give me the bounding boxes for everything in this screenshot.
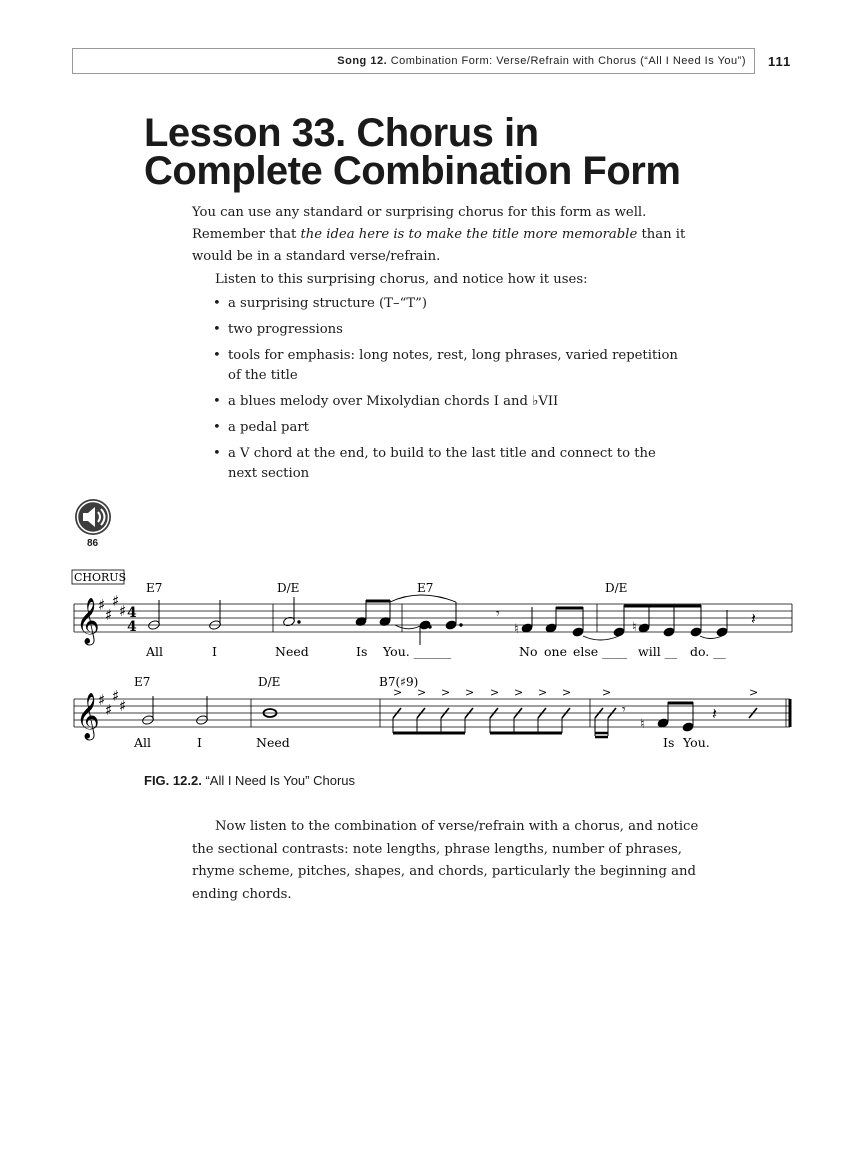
lyric: I bbox=[212, 644, 217, 659]
figure-label: FIG. 12.2. bbox=[144, 773, 202, 788]
svg-text:♯: ♯ bbox=[105, 606, 113, 624]
slash-stems bbox=[393, 718, 608, 737]
list-item: • two progressions bbox=[212, 320, 682, 340]
music-score bbox=[0, 560, 864, 770]
lyric: one bbox=[544, 644, 567, 659]
list-item: • a surprising structure (T–“T”) bbox=[212, 294, 682, 314]
lyric: I bbox=[197, 735, 202, 750]
svg-text:♯: ♯ bbox=[98, 691, 106, 709]
header-text bbox=[337, 55, 746, 67]
treble-clef: 𝄞 bbox=[76, 598, 100, 644]
svg-text:♯: ♯ bbox=[112, 592, 120, 610]
figure-caption-text: “All I Need Is You” Chorus bbox=[205, 773, 356, 788]
svg-text:♯: ♯ bbox=[98, 596, 106, 614]
track-number: 86 bbox=[87, 538, 99, 549]
svg-text:>: > bbox=[490, 686, 500, 699]
treble-clef: 𝄞 bbox=[76, 693, 100, 739]
lyric: Is bbox=[663, 735, 675, 750]
lyric: do. __ bbox=[690, 644, 726, 659]
svg-text:♯: ♯ bbox=[105, 701, 113, 719]
intro-text-after: than it would be in a standard verse/refrain. bbox=[192, 227, 686, 264]
list-item: • a V chord at the end, to build to the last title and connect to the next section bbox=[212, 444, 682, 484]
svg-text:>: > bbox=[514, 686, 524, 699]
lyric: Is bbox=[356, 644, 368, 659]
svg-text:>: > bbox=[538, 686, 548, 699]
notes-2b bbox=[657, 702, 694, 732]
list-item: • a blues melody over Mixolydian chords I and ♭VII bbox=[212, 392, 682, 412]
header-song-label: Song 12. bbox=[337, 55, 388, 67]
eighth-rest: 𝄾 bbox=[496, 606, 500, 622]
lyric: else ____ bbox=[573, 644, 628, 659]
quarter-rest: 𝄽 bbox=[712, 704, 717, 723]
svg-text:>: > bbox=[465, 686, 475, 699]
quarter-rest: 𝄽 bbox=[751, 609, 756, 628]
listen-paragraph: Listen to this surprising chorus, and notice how it uses: bbox=[215, 272, 588, 287]
notes-1 bbox=[148, 597, 301, 630]
lyric: All bbox=[146, 644, 164, 659]
lyric: All bbox=[134, 735, 152, 750]
lesson-title-line1: Lesson 33. Chorus in bbox=[144, 111, 539, 155]
chord-symbol: D/E bbox=[277, 581, 300, 595]
figure-caption bbox=[144, 773, 355, 788]
chord-symbol: E7 bbox=[134, 675, 151, 689]
eighth-rest: 𝄾 bbox=[622, 702, 626, 718]
intro-emphasis: the idea here is to make the title more memorable bbox=[300, 227, 638, 242]
lyric: You. ______ bbox=[383, 644, 452, 659]
svg-text:♯: ♯ bbox=[112, 687, 120, 705]
intro-text-before: You can use any standard or surprising chorus for this form as well. Remember that bbox=[192, 205, 647, 242]
chord-symbol: D/E bbox=[605, 581, 628, 595]
feature-list bbox=[212, 294, 682, 490]
outro-paragraph: Now listen to the combination of verse/refrain with a chorus, and notice the sectional contrasts: note lengths, phrase lengths, number of phrases, rhyme scheme, pitches, shapes, and chords, particularly the beginning and ending chords. bbox=[192, 819, 699, 902]
svg-text:♯: ♯ bbox=[119, 602, 127, 620]
lyric: You. bbox=[683, 735, 710, 750]
list-item: • a pedal part bbox=[212, 418, 682, 438]
time-sig-bottom: 4 bbox=[127, 619, 137, 635]
key-signature-1 bbox=[98, 592, 126, 624]
lyric: Need bbox=[275, 644, 309, 659]
natural-sign: ♮ bbox=[514, 622, 519, 637]
lyric: Need bbox=[256, 735, 290, 750]
svg-text:>: > bbox=[749, 686, 759, 699]
lyric: will __ bbox=[638, 644, 678, 659]
speaker-icon[interactable] bbox=[74, 498, 112, 536]
key-signature-2 bbox=[98, 687, 126, 719]
lesson-title bbox=[144, 111, 784, 193]
notes-2 bbox=[142, 696, 277, 725]
chord-symbol: B7(♯9) bbox=[379, 675, 419, 689]
lyric: No bbox=[519, 644, 538, 659]
list-item: • tools for emphasis: long notes, rest, long phrases, varied repetition of the title bbox=[212, 346, 682, 386]
staff-1 bbox=[74, 604, 792, 632]
time-sig-top: 4 bbox=[127, 605, 137, 621]
lesson-title-line2: Complete Combination Form bbox=[144, 149, 681, 193]
notes-1b bbox=[355, 600, 728, 645]
svg-text:>: > bbox=[562, 686, 572, 699]
running-header bbox=[72, 48, 755, 74]
intro-paragraph bbox=[192, 202, 702, 268]
section-label: CHORUS bbox=[74, 571, 127, 584]
accents bbox=[393, 686, 758, 699]
svg-text:♯: ♯ bbox=[119, 697, 127, 715]
svg-text:>: > bbox=[417, 686, 427, 699]
chord-symbol: E7 bbox=[146, 581, 163, 595]
page-number: 111 bbox=[768, 54, 792, 69]
header-song-title: Combination Form: Verse/Refrain with Chorus (“All I Need Is You”) bbox=[390, 55, 746, 67]
svg-text:>: > bbox=[602, 686, 612, 699]
natural-sign: ♮ bbox=[640, 717, 645, 732]
svg-text:>: > bbox=[393, 686, 403, 699]
natural-sign: ♮ bbox=[632, 620, 637, 635]
chord-symbol: E7 bbox=[417, 581, 434, 595]
svg-text:>: > bbox=[441, 686, 451, 699]
chord-symbol: D/E bbox=[258, 675, 281, 689]
